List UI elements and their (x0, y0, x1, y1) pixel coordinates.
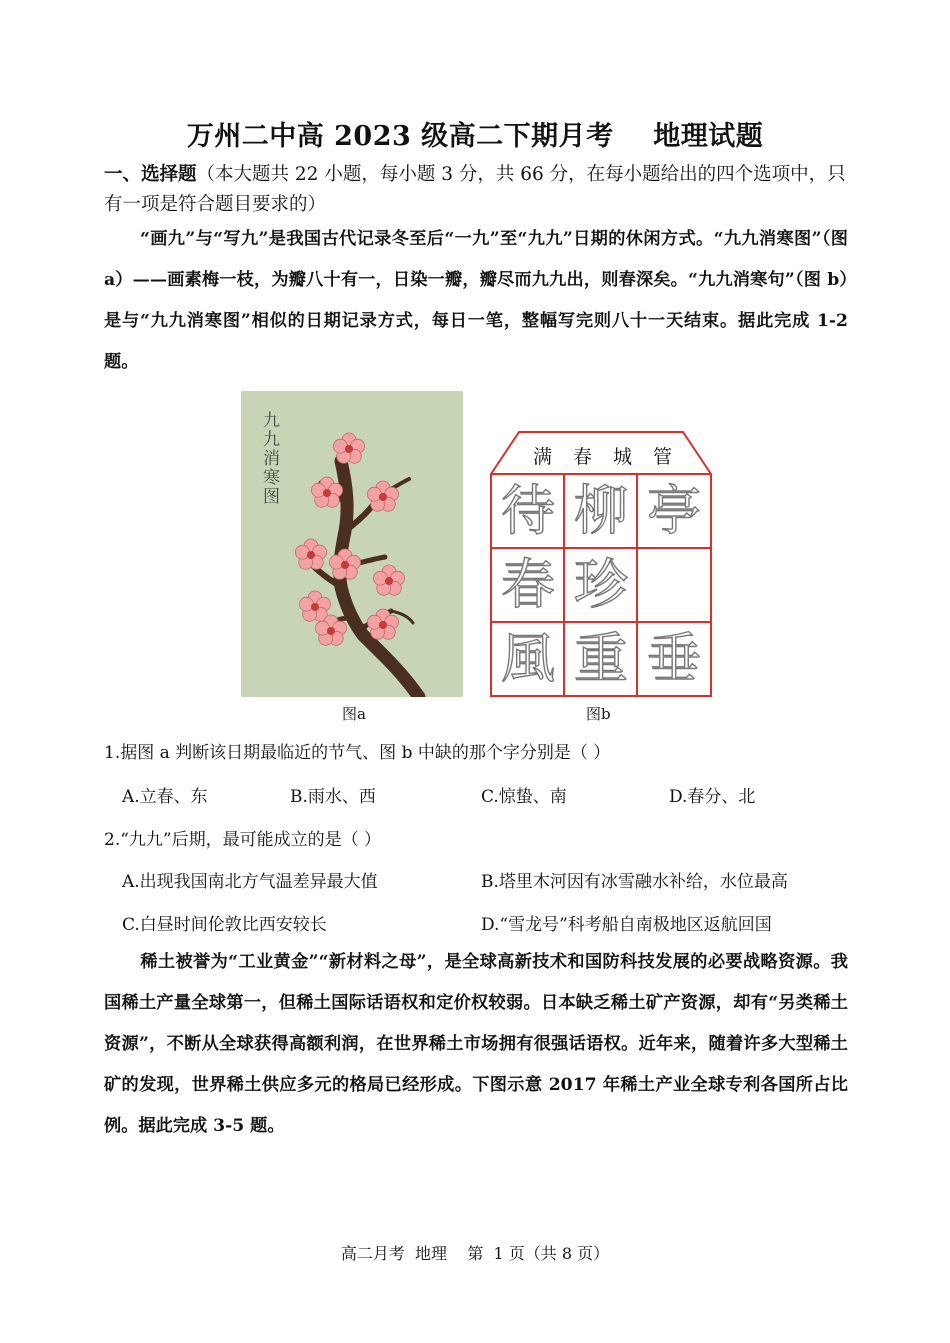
passage-2 (104, 942, 848, 1147)
section-heading-label: 一、选择题 (104, 164, 197, 185)
page-title: 万州二中高 2023 级高二下期月考 地理试题 (186, 121, 764, 152)
figure-b-cell: 春 (501, 553, 555, 616)
question-1-option-b: B.雨水、西 (290, 787, 376, 807)
question-1-option-a: A.立春、东 (122, 787, 208, 807)
figure-b-cell: 珍 (574, 553, 628, 616)
figure-b-cell: 亭 (647, 479, 701, 542)
question-2-option-b: B.塔里木河因有冰雪融水补给，水位最高 (481, 872, 788, 892)
figure-b-cell: 風 (501, 627, 555, 690)
figure-b-cell: 垂 (647, 627, 701, 690)
figure-b-caption: 图b (586, 705, 611, 723)
question-2-option-d: D.“雪龙号”科考船自南极地区返航回国 (481, 915, 772, 935)
passage-1 (104, 219, 848, 383)
section-heading (104, 160, 854, 220)
figure-a-caption: 图a (342, 705, 366, 723)
figure-b-cell: 待 (501, 479, 555, 542)
figure-b-cell: 柳 (574, 479, 628, 542)
figure-b-cell: 重 (574, 627, 628, 690)
page-footer: 高二月考 地理 第 1 页（共 8 页） (340, 1244, 610, 1263)
question-2-option-a: A.出现我国南北方气温差异最大值 (122, 872, 378, 892)
passage-2-text: 稀土被誉为“工业黄金”“新材料之母”，是全球高新技术和国防科技发展的必要战略资源。我国稀土产量全球第一，但稀土国际话语权和定价权较弱。日本缺乏稀土矿产资源，却有“另类稀土资源”，不断从全球获得高额利润，在世界稀土市场拥有很强话语权。近年来，随着许多大型稀土矿的发现，世界稀土供应多元的格局已经形成。下图示意 2017 年稀土产业全球专利各国所占比例。据此完成 3-5 题。 (104, 952, 848, 1136)
figure-b-header-char: 城 (613, 446, 633, 468)
question-1-option-c: C.惊蛰、南 (481, 787, 567, 807)
figure-b-header-char: 管 (653, 446, 673, 468)
section-heading-note: （本大题共 22 小题，每小题 3 分，共 66 分，在每小题给出的四个选项中，只有一项是符合题目要求的） (104, 164, 846, 215)
question-2-option-c: C.白昼时间伦敦比西安较长 (122, 915, 327, 935)
figure-b-text-layer (489, 430, 713, 698)
passage-1-text: “画九”与“写九”是我国古代记录冬至后“一九”至“九九”日期的休闲方式。“九九消寒图”（图 a）——画素梅一枝，为瓣八十有一，日染一瓣，瓣尽而九九出，则春深矣。“九九消寒句”（图 b）是与“九九消寒图”相似的日期记录方式，每日一笔，整幅写完则八十一天结束。据此完成 1-2 题。 (104, 229, 848, 372)
question-1-option-d: D.春分、北 (669, 787, 756, 807)
question-1-stem: 1.据图 a 判断该日期最临近的节气、图 b 中缺的那个字分别是（ ） (104, 743, 611, 763)
figure-b-header-char: 春 (573, 446, 593, 468)
figure-a-vertical-title: 九九消寒图 (263, 411, 280, 507)
question-2-stem: 2.“九九”后期，最可能成立的是（ ） (104, 830, 382, 850)
figure-b-header-char: 满 (533, 446, 553, 468)
